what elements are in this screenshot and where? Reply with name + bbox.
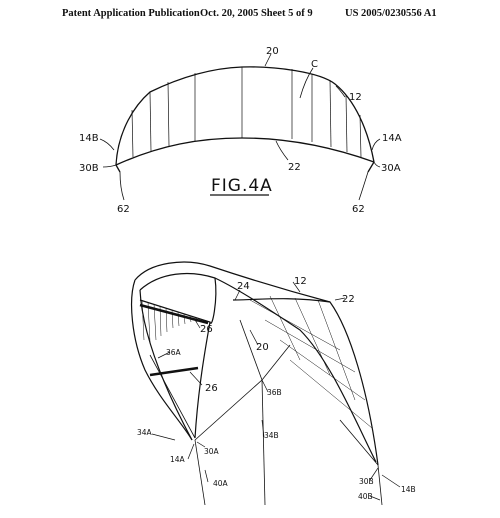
ref-14b: 14B (79, 133, 99, 144)
ref-30b-b: 30B (359, 477, 374, 486)
ref-30a: 30A (381, 163, 401, 174)
leading-edge-hatching (142, 300, 197, 342)
figure-4a-labels (79, 46, 402, 215)
kite-trailing-edge (233, 299, 330, 302)
figure-title-4a: FIG.4A (211, 176, 273, 196)
ribs (132, 67, 361, 157)
ref-36b: 36B (267, 388, 282, 397)
ref-c: C (311, 59, 318, 70)
ref-14a-b: 14A (170, 455, 185, 464)
ref-30a-b: 30A (204, 447, 219, 456)
ref-22: 22 (288, 162, 301, 173)
wing-tip-right (368, 162, 374, 172)
ref-20-b: 20 (256, 342, 269, 353)
ref-12: 12 (349, 92, 362, 103)
publication-number: US 2005/0230556 A1 (345, 8, 437, 19)
wing-lower-edge (116, 138, 374, 165)
ref-34b: 34B (264, 431, 279, 440)
figure-4b (132, 262, 400, 505)
ref-34a: 34A (137, 428, 152, 437)
ref-12-b: 12 (294, 276, 307, 287)
ref-62-right: 62 (352, 204, 365, 215)
ref-24: 24 (237, 281, 250, 292)
ref-26-bottom: 26 (205, 383, 218, 394)
kite-leading-edge-inner (140, 274, 376, 462)
ref-40b: 40B (358, 492, 373, 501)
ref-62-left: 62 (117, 204, 130, 215)
wing-tip-left (116, 165, 120, 172)
ref-14a: 14A (382, 133, 402, 144)
publication-date-sheet: Oct. 20, 2005 Sheet 5 of 9 (200, 8, 313, 19)
ref-20: 20 (266, 46, 279, 57)
strut-band-top (140, 305, 208, 323)
ref-40a: 40A (213, 479, 228, 488)
kite-inner-panel-2 (210, 278, 216, 323)
ref-30b: 30B (79, 163, 99, 174)
publication-title: Patent Application Publication (62, 8, 200, 19)
canopy-panels (250, 296, 372, 428)
ref-26-top: 26 (200, 324, 213, 335)
ref-36a: 36A (166, 348, 181, 357)
ref-22-b: 22 (342, 294, 355, 305)
ref-14b-b: 14B (401, 485, 416, 494)
